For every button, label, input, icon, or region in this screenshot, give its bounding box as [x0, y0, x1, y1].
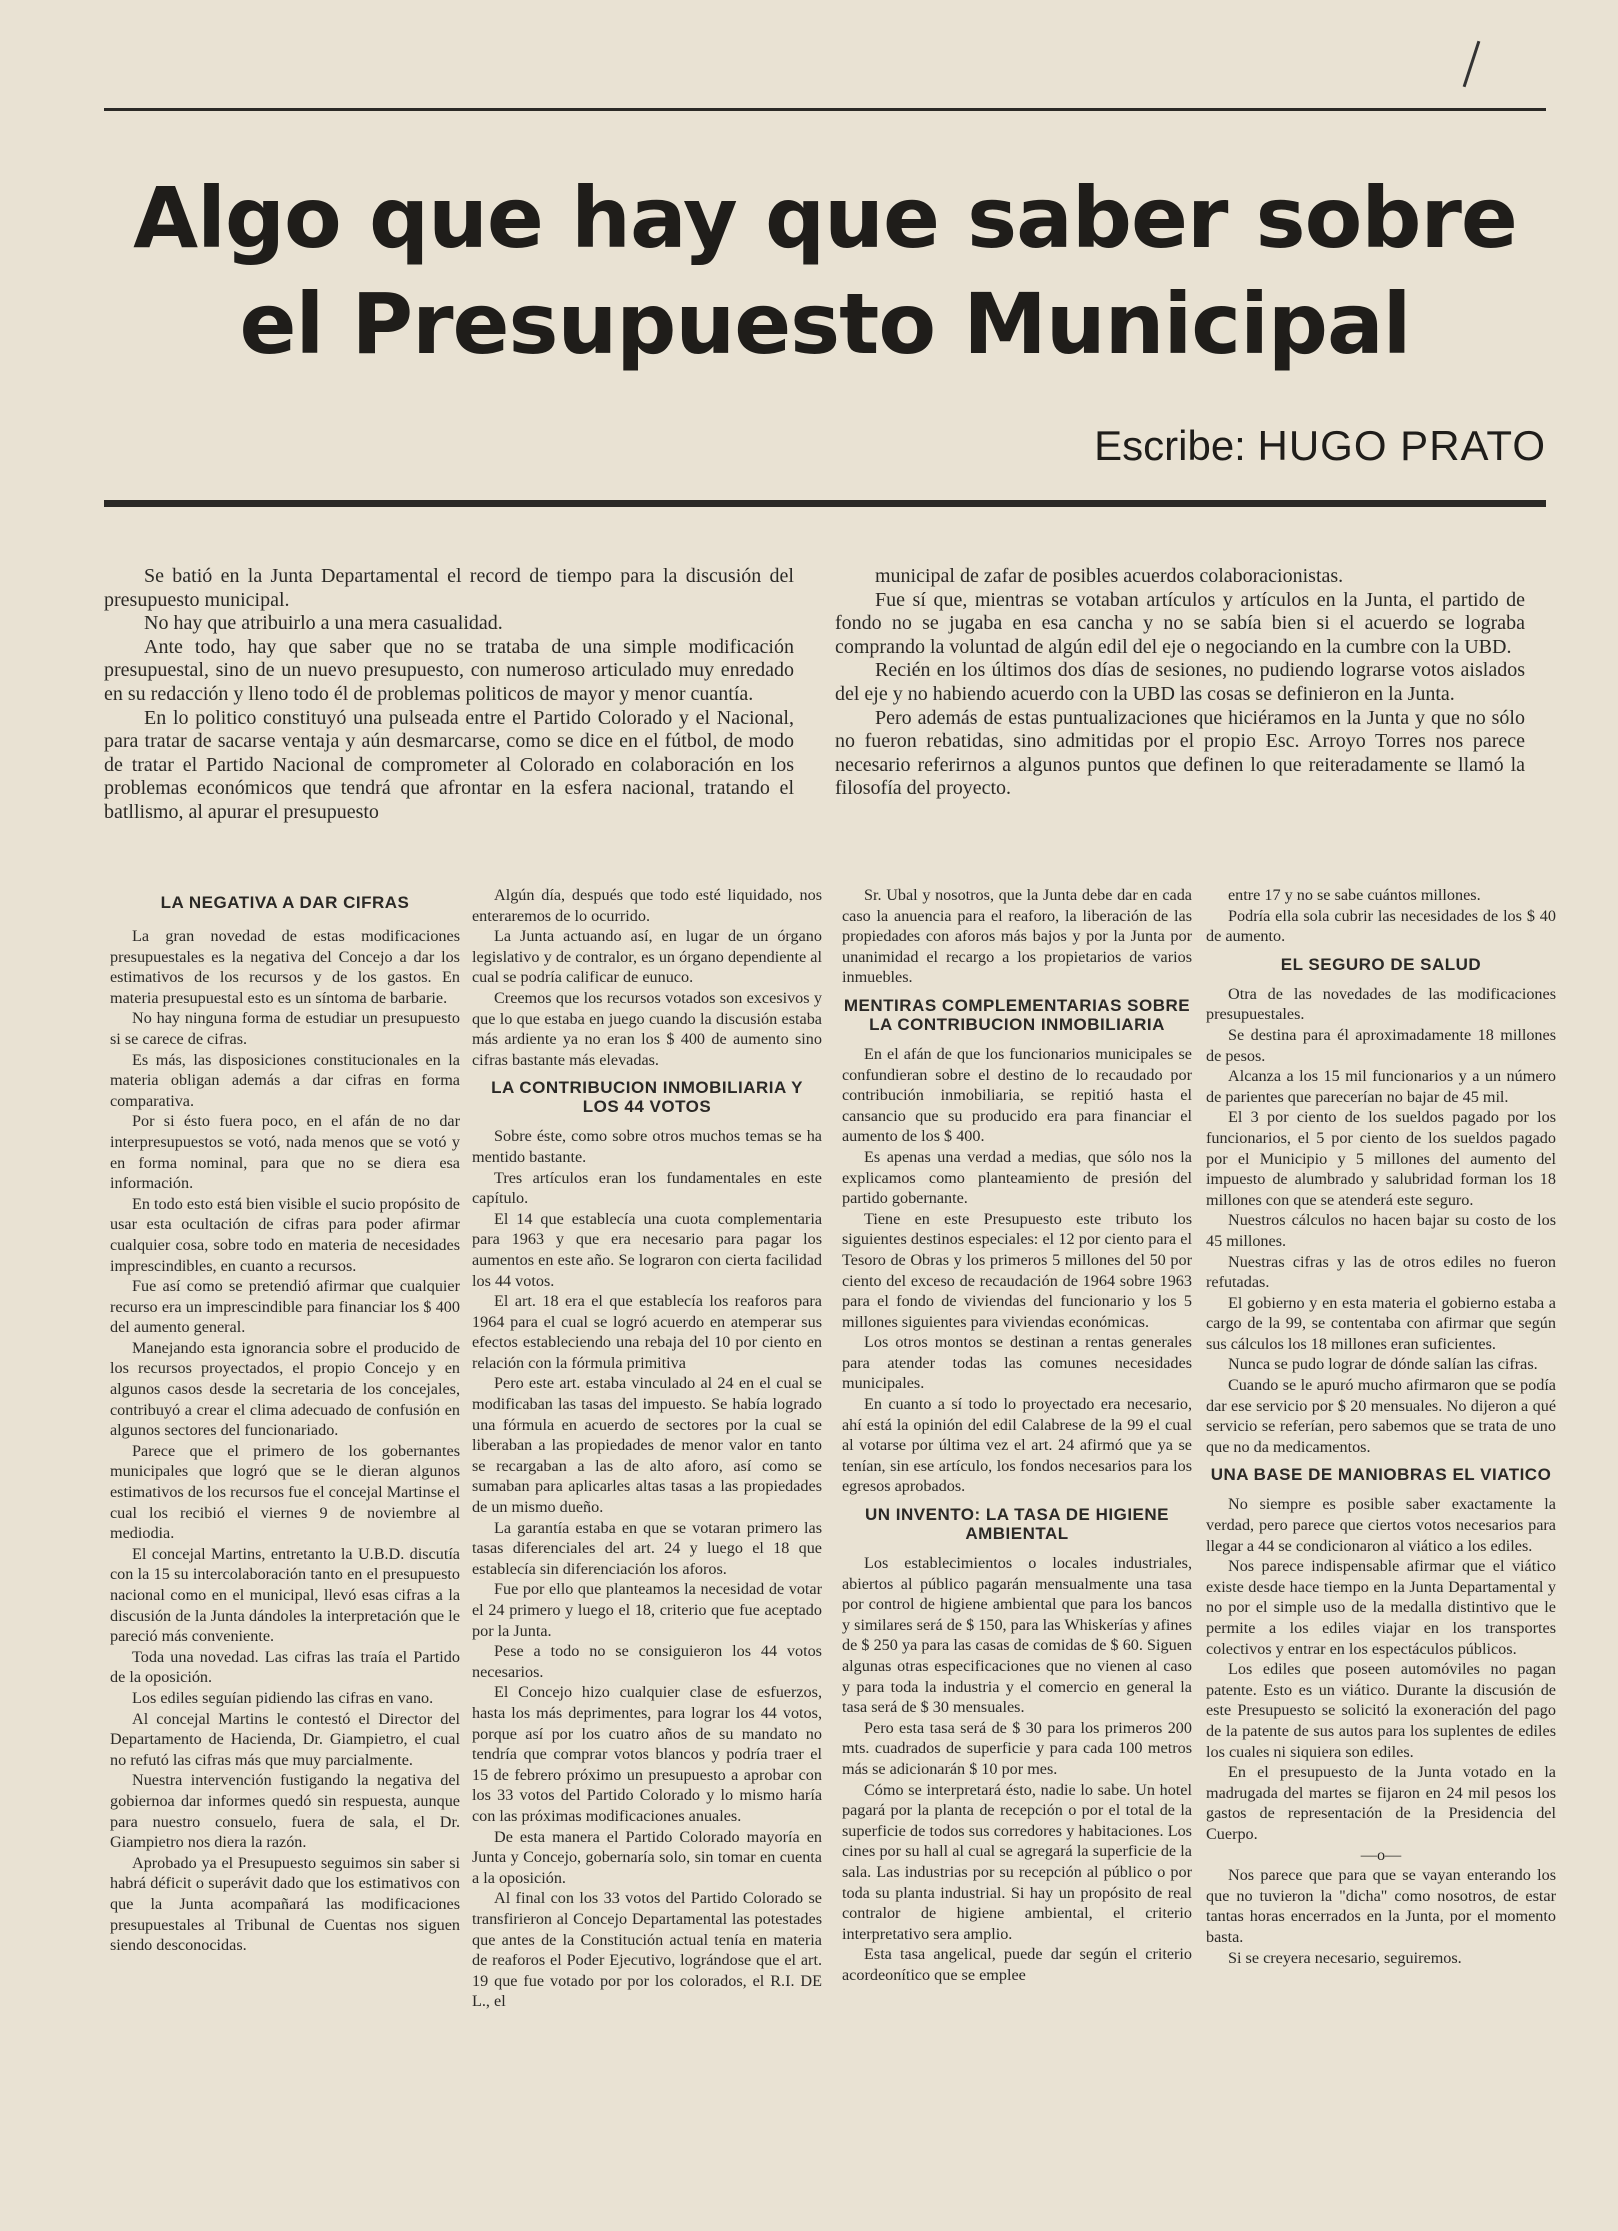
paragraph: De esta manera el Partido Colorado mayoría en Junta y Concejo, gobernaría solo, sin tomar en cuenta a la oposición. [472, 1827, 822, 1887]
paragraph: Al final con los 33 votos del Partido Colorado se transfirieron al Concejo Departamental las potestades que antes de la Constitución actual tenía en materia de reaforos el Poder Ejecutivo, lográndose que el art. 19 que fue votado por por los colorados, el R.I. DE L., el [472, 1889, 822, 2011]
paragraph: Es apenas una verdad a medias, que sólo nos la explicamos como planteamiento de presión del partido gobernante. [842, 1147, 1192, 1208]
paragraph: Cómo se interpretará ésto, nadie lo sabe. Un hotel pagará por la planta de recepción o por el total de la superficie de todos sus corredores y habitaciones. Los cines por su hall al cual se agregará la superficie de la sala. Las industrias por su recepción al público o por toda su planta industrial. Si hay un propósito de real contralor de higiene ambiental, el criterio interpretativo sera amplio. [842, 1780, 1192, 1943]
paragraph: Esta tasa angelical, puede dar según el criterio acordeonítico que se emplee [842, 1945, 1192, 1984]
paragraph: Fue sí que, mientras se votaban artículos y artículos en la Junta, el partido de fondo no se jugaba en esa cancha y no se sabía bien si el acuerdo se lograba comprando la voluntad de algún edil del eje o negociando en la cumbre con la UBD. [835, 588, 1525, 658]
column-heading: LA CONTRIBUCION INMOBILIARIA Y LOS 44 VOTOS [491, 1078, 803, 1117]
column-body [842, 1044, 1192, 1497]
paragraph: Nos parece indispensable afirmar que el viático existe desde hace tiempo en la Junta Departamental y no por el simple uso de la medalla distintivo que le permite a los ediles viajar en los transportes colectivos y entrar en los espectáculos públicos. [1206, 1557, 1556, 1658]
paragraph: Nuestros cálculos no hacen bajar su costo de los 45 millones. [1206, 1211, 1556, 1250]
column-4 [1206, 885, 1556, 1968]
column-heading: LA NEGATIVA A DAR CIFRAS [160, 893, 410, 912]
column-body [1206, 984, 1556, 1458]
paragraph: Creemos que los recursos votados son excesivos y que lo que estaba en juego cuando la discusión estaba más ardiente ya no eran los $ 400 de aumento sino cifras bastante más elevadas. [472, 988, 822, 1069]
paragraph: Nunca se pudo lograr de dónde salían las cifras. [1228, 1355, 1538, 1374]
column-body [842, 885, 1192, 988]
column-heading: EL SEGURO DE SALUD [1280, 954, 1482, 974]
paragraph: entre 17 y no se sabe cuántos millones. [1228, 886, 1481, 904]
paragraph: No siempre es posible saber exactamente la verdad, pero parece que ciertos votos necesarios para llegar a 44 se condicionaron al viático a los ediles. [1206, 1495, 1556, 1555]
paragraph: Nos parece que para que se vayan enterando los que no tuvieron la "dicha" como nosotros, de estar tantas horas encerrados en la Junta, por el momento basta. [1206, 1866, 1556, 1946]
column-body [472, 885, 822, 1070]
paragraph: Si se creyera necesario, seguiremos. [1228, 1948, 1462, 1967]
paragraph: En lo politico constituyó una pulseada entre el Partido Colorado y el Nacional, para tratar de sacarse ventaja y aún desmarcarse, como se dice en el fútbol, de modo de tratar el Partido Nacional de comprometer al Colorado en colaboración en los problemas económicos que tendrá que afrontar en la esfera nacional, tratando el batllismo, al apurar el presupuesto [104, 706, 794, 823]
column-1 [110, 885, 460, 1956]
paragraph: Fue así como se pretendió afirmar que cualquier recurso era un imprescindible para financiar los $ 400 del aumento general. [110, 1277, 460, 1337]
paragraph: Podría ella sola cubrir las necesidades de los $ 40 de aumento. [1206, 906, 1556, 946]
column-body [1206, 1865, 1556, 1968]
paragraph: Nuestras cifras y las de otros ediles no fueron refutadas. [1206, 1252, 1556, 1292]
paragraph: Algún día, después que todo esté liquidado, nos enteraremos de lo ocurrido. [472, 886, 822, 925]
paragraph: Sr. Ubal y nosotros, que la Junta debe dar en cada caso la anuencia para el reaforo, la liberación de las propiedades con aforos más bajos y por la Junta por unanimidad el recargo a los propietarios de varios inmuebles. [842, 886, 1192, 987]
pen-mark [1463, 41, 1481, 88]
paragraph: No hay que atribuirlo a una mera casualidad. [144, 612, 503, 635]
paragraph: El gobierno y en esta materia el gobierno estaba a cargo de la 99, se contentaba con afirmar que según sus cálculos los 18 millones eran suficientes. [1206, 1293, 1556, 1353]
paragraph: Pese a todo no se consiguieron los 44 votos necesarios. [472, 1642, 822, 1681]
column-body [110, 926, 460, 1956]
paragraph: Pero este art. estaba vinculado al 24 en el cual se modificaban las tasas del impuesto. Se había logrado una fórmula en acuerdo de sectores por la cual se liberaban a las propiedades de menor valor en tanto se recargaban a las de alto aforo, así como se sumaban para aplicarles altas tasas a las propiedades de un mismo dueño. [472, 1374, 822, 1517]
paragraph: Los establecimientos o locales industriales, abiertos al público pagarán mensualmente una tasa por control de higiene ambiental que para los bancos y similares será de $ 150, para las Whiskerías y afines de $ 250 ya para las casas de comidas de $ 60. Siguen algunas otras especificaciones que no vienen al caso y para toda la industria y el comercio en general la tasa será de $ 30 mensuales. [842, 1554, 1192, 1717]
column-body [472, 1126, 822, 2012]
intro-right-column [835, 565, 1525, 801]
column-body [1206, 1494, 1556, 1844]
header-rule [104, 500, 1546, 507]
paragraph: La garantía estaba en que se votaran primero las tasas diferenciales del art. 24 y luego el 18 que establecía sin diferenciación los aforos. [472, 1518, 822, 1578]
paragraph: Los otros montos se destinan a rentas generales para atender todas las comunes necesidades municipales. [842, 1333, 1192, 1393]
column-heading: UN INVENTO: LA TASA DE HIGIENE AMBIENTAL [864, 1505, 1170, 1544]
paragraph: Los ediles seguían pidiendo las cifras en vano. [132, 1688, 434, 1707]
paragraph: Es más, las disposiciones constitucionales en la materia obligan además a dar cifras en forma comparativa. [110, 1050, 460, 1110]
byline-label: Escribe: [1094, 422, 1246, 469]
column-heading: UNA BASE DE MANIOBRAS EL VIATICO [1210, 1465, 1552, 1485]
column-2 [472, 885, 822, 2012]
paragraph: Pero además de estas puntualizaciones que hiciéramos en la Junta y que no sólo no fueron rebatidas, sino admitidas por el propio Esc. Arroyo Torres nos parece necesario referirnos a algunos puntos que definen lo que reiteradamente se llamó la filosofía del proyecto. [835, 706, 1525, 800]
column-body [1206, 885, 1556, 947]
paragraph: El Concejo hizo cualquier clase de esfuerzos, hasta los más deprimentes, para lograr los 44 votos, porque así por los cuatro años de su mandato no tendría que comprar votos blancos y podría traer el 15 de febrero próximo un presupuesto a aprobar con los 33 votos del Partido Colorado y lo mismo haría con las próximas modificaciones anuales. [472, 1683, 822, 1825]
paragraph: Los ediles que poseen automóviles no pagan patente. Esto es un viático. Durante la discusión de este Presupuesto se solicitó la exoneración del pago de la patente de sus autos para los suplentes de ediles los cuales ni siquiera son ediles. [1206, 1660, 1556, 1761]
paragraph: Pero esta tasa será de $ 30 para los primeros 200 mts. cuadrados de superficie y para cada 100 metros más se adicionarán $ 10 por mes. [842, 1718, 1192, 1778]
paragraph: Manejando esta ignorancia sobre el producido de los recursos proyectados, el propio Concejo y en algunos casos desde la secretaria de los concejales, contribuyó a crear el clima adecuado de confusión en algunos sectores del funcionariado. [110, 1338, 460, 1440]
paragraph: Recién en los últimos dos días de sesiones, no pudiendo lograrse votos aislados del eje y no habiendo acuerdo con la UBD las cosas se definieron en la Junta. [835, 659, 1525, 705]
column-3 [842, 885, 1192, 1986]
paragraph: Cuando se le apuró mucho afirmaron que se podía dar ese servicio por $ 20 mensuales. No dijeron a qué servicio se referían, pero sabemos que se trata de uno que no da medicamentos. [1206, 1376, 1556, 1456]
paragraph: Fue por ello que planteamos la necesidad de votar el 24 primero y luego el 18, criterio que fue aceptado por la Junta. [472, 1580, 822, 1640]
intro-left-column [104, 565, 794, 825]
paragraph: Se batió en la Junta Departamental el record de tiempo para la discusión del presupuesto municipal. [104, 565, 794, 611]
paragraph: En el afán de que los funcionarios municipales se confundieran sobre el destino de lo recaudado por contribución inmobiliaria, se repitió hasta el cansancio que su producido era para financiar el aumento de los $ 400. [842, 1044, 1192, 1146]
paragraph: El art. 18 era el que establecía los reaforos para 1964 para el cual se logró acuerdo en atemperar sus efectos estableciendo una rebaja del 10 por ciento en relación con la fórmula primitiva [472, 1292, 822, 1372]
top-rule [104, 108, 1546, 111]
paragraph: Aprobado ya el Presupuesto seguimos sin saber si habrá déficit o superávit dado que los estimativos con que la Junta acompañará las modificaciones presupuestales al Tribunal de Cuentas nos siguen siendo desconocidas. [110, 1853, 460, 1955]
paragraph: Tres artículos eran los fundamentales en este capítulo. [472, 1168, 822, 1208]
column-body [842, 1553, 1192, 1985]
paragraph: Parece que el primero de los gobernantes municipales que logró que se le dieran algunos estimativos de los recursos fue el concejal Martinse el cual los recibió el viernes 9 de noviembre al mediodia. [110, 1441, 460, 1543]
paragraph: Al concejal Martins le contestó el Director del Departamento de Hacienda, Dr. Giampietro, el cual no refutó las cifras más que muy parcialmente. [110, 1709, 460, 1769]
column-heading: MENTIRAS COMPLEMENTARIAS SOBRE LA CONTRIBUCION INMOBILIARIA [843, 995, 1191, 1034]
separator: —o— [1360, 1845, 1402, 1864]
byline-author: HUGO PRATO [1257, 422, 1546, 469]
paragraph: La gran novedad de estas modificaciones presupuestales es la negativa del Concejo a dar los estimativos de los recursos y de los gastos. En materia presupuestal esto es un síntoma de barbarie. [110, 927, 460, 1007]
paragraph: municipal de zafar de posibles acuerdos colaboracionistas. [875, 565, 1344, 587]
paragraph: Toda una novedad. Las cifras las traía el Partido de la oposición. [110, 1647, 460, 1687]
paragraph: Otra de las novedades de las modificaciones presupuestales. [1206, 984, 1556, 1024]
paragraph: En cuanto a sí todo lo proyectado era necesario, ahí está la opinión del edil Calabrese de la 99 el cual al votarse por última vez el art. 24 afirmó que ya se tenían, sin ese artículo, los fondos necesarios para los egresos aprobados. [842, 1395, 1192, 1496]
headline: Algo que hay que saber sobre el Presupuesto Municipal [133, 169, 1517, 373]
paragraph: La Junta actuando así, en lugar de un órgano legislativo y de contralor, es un órgano dependiente al cual se podría calificar de eunuco. [472, 927, 822, 987]
paragraph: Nuestra intervención fustigando la negativa del gobiernoa dar informes quedó sin respuesta, aunque para nuestro consuelo, fuera de sala, el Dr. Giampietro nos diera la razón. [110, 1771, 460, 1852]
byline [1094, 422, 1546, 470]
paragraph: El 14 que establecía una cuota complementaria para 1963 y que era necesario para pagar los aumentos en este año. Se lograron con cierta facilidad los 44 votos. [472, 1209, 822, 1290]
paragraph: Tiene en este Presupuesto este tributo los siguientes destinos especiales: el 12 por ciento para el Tesoro de Obras y los primeros 5 millones del 50 por ciento del exceso de recaudación de 1964 sobre 1963 para el fondo de viviendas del funcionario y los 5 millones siguientes para viviendas económicas. [842, 1209, 1192, 1331]
paragraph: No hay ninguna forma de estudiar un presupuesto si se carece de cifras. [110, 1009, 460, 1048]
paragraph: Por si ésto fuera poco, en el afán de no dar interpresupuestos se votó, nada menos que se votó y en forma nominal, para que no se diera esa información. [110, 1112, 460, 1193]
paragraph: El concejal Martins, entretanto la U.B.D. discutía con la 15 su intercolaboración tanto en el presupuesto nacional como en el municipal, llevó esas cifras a la discusión de la Junta dándoles la interpretación que le pareció más conveniente. [110, 1544, 460, 1646]
paragraph: El 3 por ciento de los sueldos pagado por los funcionarios, el 5 por ciento de los sueldos pagado por el Municipio y 5 millones del aumento del impuesto de alumbrado y salubridad forman los 18 millones con que se atenderá este seguro. [1206, 1108, 1556, 1209]
paragraph: Ante todo, hay que saber que no se trataba de una simple modificación presupuestal, sino de un nuevo presupuesto, con numeroso articulado muy enredado en su redacción y lleno todo él de problemas politicos de mayor y menor cuantía. [104, 635, 794, 705]
paragraph: Sobre éste, como sobre otros muchos temas se ha mentido bastante. [472, 1127, 822, 1166]
paragraph: Alcanza a los 15 mil funcionarios y a un número de parientes que parecerían no bajar de 45 mil. [1206, 1067, 1556, 1106]
paragraph: Se destina para él aproximadamente 18 millones de pesos. [1206, 1025, 1556, 1065]
paragraph: En todo esto está bien visible el sucio propósito de usar esta ocultación de cifras para poder afirmar cualquier cosa, sobre todo en materia de necesidades imprescindibles, en cuanto a recursos. [110, 1194, 460, 1275]
paragraph: En el presupuesto de la Junta votado en la madrugada del martes se fijaron en 24 mil pesos los gastos de representación de la Presidencia del Cuerpo. [1206, 1763, 1556, 1843]
